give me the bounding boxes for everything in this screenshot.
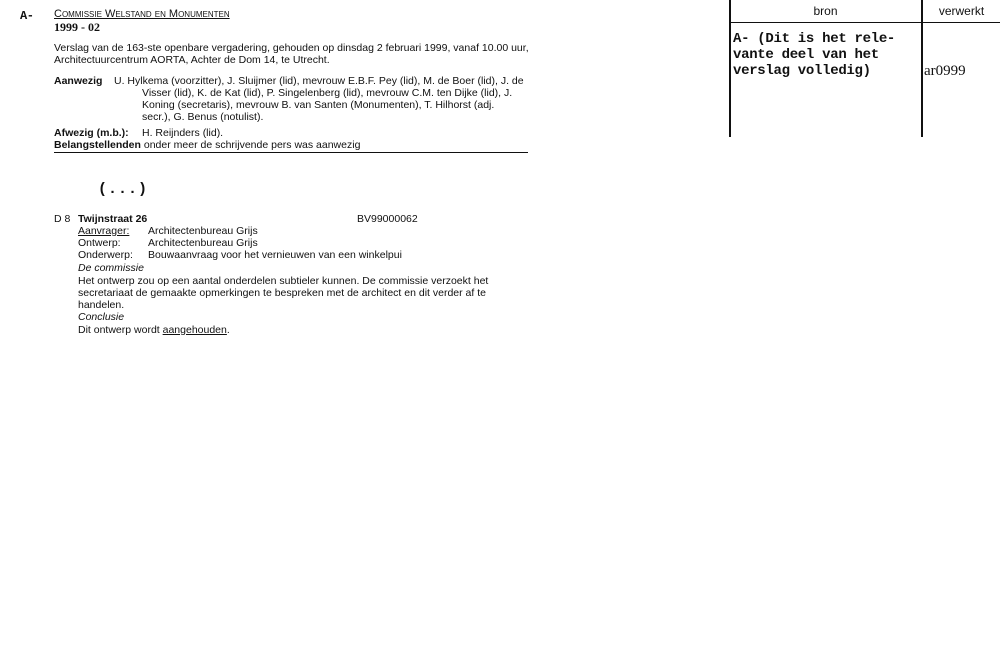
- table-header-rule: [729, 22, 1000, 23]
- applicant-label: Aanvrager:: [78, 225, 130, 237]
- present-line-4: secr.), G. Benus (notulist).: [142, 111, 264, 123]
- present-label: Aanwezig: [54, 75, 103, 87]
- subject-value: Bouwaanvraag voor het vernieuwen van een winkelpui: [148, 249, 402, 261]
- intro-line-2: Architectuurcentrum AORTA, Achter de Dom 14, te Utrecht.: [54, 54, 330, 66]
- absent-label: Afwezig (m.b.):: [54, 127, 129, 139]
- conclusion-suffix: .: [226, 324, 230, 336]
- conclusion-prefix: Dit ontwerp wordt: [78, 324, 163, 336]
- item-code: BV99000062: [357, 213, 418, 225]
- omission-marker: (...): [98, 181, 149, 198]
- commission-line-3: handelen.: [78, 299, 125, 311]
- source-line-1: A- (Dit is het rele-: [733, 31, 896, 47]
- applicant-value: Architectenbureau Grijs: [148, 225, 258, 237]
- section-marker: A-: [20, 9, 34, 23]
- column-header-processed: verwerkt: [938, 4, 985, 18]
- present-line-3: Koning (secretaris), mevrouw B. van Santen (Monumenten), T. Hilhorst (adj.: [142, 99, 495, 111]
- commission-line-2: secretariaat de gemaakte opmerkingen te bespreken met de architect en dit verder af te: [78, 287, 486, 299]
- header-divider: [54, 152, 528, 153]
- present-line-2: Visser (lid), K. de Kat (lid), P. Singelenberg (lid), mevrouw C.M. ten Dijke (lid), J.: [142, 87, 513, 99]
- session-number: 1999 - 02: [54, 20, 100, 34]
- table-border-middle: [921, 0, 923, 137]
- interested-text: onder meer de schrijvende pers was aanwezig: [140, 139, 361, 151]
- interested-line: [54, 139, 360, 151]
- present-line-1: U. Hylkema (voorzitter), J. Sluijmer (lid), mevrouw E.B.F. Pey (lid), M. de Boer (lid), J. de: [114, 75, 524, 87]
- commission-heading: De commissie: [78, 262, 144, 274]
- source-line-3: verslag volledig): [733, 63, 871, 79]
- item-number: D 8: [54, 213, 71, 225]
- conclusion-line: [78, 324, 230, 336]
- conclusion-value: aangehouden: [162, 324, 227, 336]
- item-title: Twijnstraat 26: [78, 213, 148, 225]
- subject-label: Onderwerp:: [78, 249, 133, 261]
- design-value: Architectenbureau Grijs: [148, 237, 258, 249]
- absent-text: H. Reijnders (lid).: [142, 127, 224, 139]
- commission-line-1: Het ontwerp zou op een aantal onderdelen subtieler kunnen. De commissie verzoekt het: [78, 275, 489, 287]
- table-border-left: [729, 0, 731, 137]
- processed-code: ar0999: [924, 63, 966, 79]
- source-line-2: vante deel van het: [733, 47, 879, 63]
- conclusion-heading: Conclusie: [78, 311, 125, 323]
- organization-name: Commissie Welstand en Monumenten: [54, 8, 230, 20]
- intro-line-1: Verslag van de 163-ste openbare vergadering, gehouden op dinsdag 2 februari 1999, vanaf 10.00 uur,: [54, 42, 529, 54]
- column-header-source: bron: [813, 4, 838, 18]
- design-label: Ontwerp:: [78, 237, 121, 249]
- interested-label: Belangstellenden: [54, 139, 141, 151]
